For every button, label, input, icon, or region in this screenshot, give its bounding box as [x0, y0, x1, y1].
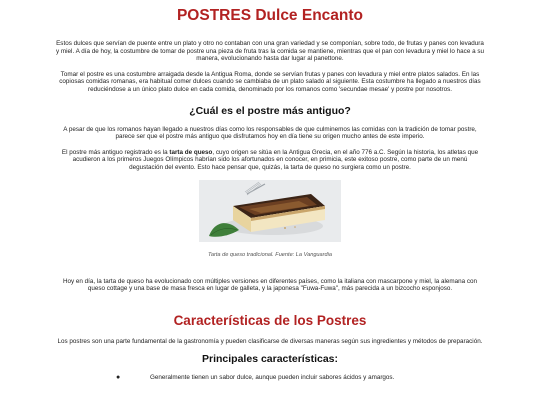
- cheesecake-illustration: [199, 180, 341, 242]
- oldest-dessert-heading: ¿Cuál es el postre más antiguo?: [189, 104, 351, 117]
- main-features-heading: Principales características:: [202, 353, 338, 366]
- bullet-icon: ●: [116, 374, 121, 382]
- intro-paragraph-1: Estos dulces que servían de puente entre un plato y otro no contaban con una gran variedad y se componían, sobre todo, de frutas y panes con levadura y miel. A día de hoy, la costumbre de tomar de postre una pieza de fruta tras la comida se mantiene, mientras que el pan con levadura y miel lo hace a su manera, evolucionando hasta dar lugar al panettone.: [56, 40, 484, 63]
- oldest-paragraph-2-end: , cuyo origen se sitúa en la Antigua Grecia, en el año 776 a.C. Según la historia, los atletas que acudieron a los primeros Juegos Olímpicos habrían sido los afortunados en conocer, en primicia, este exitoso postre, como parte de un menú degustación del evento. Esto hace pensar que, quizás, la tarta de queso no surgiera como un postre.: [72, 148, 479, 171]
- features-paragraph: Los postres son una parte fundamental de la gastronomía y pueden clasificarse de diversas maneras según sus ingredientes y métodos de preparación.: [57, 337, 483, 345]
- figure-caption: Tarta de queso tradicional. Fuente: La Vanguardia: [208, 251, 332, 258]
- oldest-paragraph-3: Hoy en día, la tarta de queso ha evolucionado con múltiples versiones en diferentes países, como la italiana con mascarpone y miel, la alemana con queso cottage y una base de masa fresca en lugar de galleta, y la japonesa "Fuwa-Fuwa", más parecida a un bizcocho esponjoso.: [62, 277, 478, 293]
- intro-paragraph-2: Tomar el postre es una costumbre arraigada desde la Antigua Roma, donde se servían frutas y panes con levadura y miel entre platos salados. En las copiosas comidas romanas, era habitual comer dulces cuando se cambiaba de un plato salado al siguiente. Esta costumbre ha llegado a nuestros días reduciéndose a un único plato dulce en cada comida, denominado por los romanos como 'secundae mesae' y postre por nosotros.: [59, 70, 481, 93]
- features-heading: Características de los Postres: [173, 312, 367, 328]
- page-title: POSTRES Dulce Encanto: [176, 7, 364, 24]
- oldest-paragraph-2: [55, 149, 485, 172]
- list-item: [0, 374, 540, 382]
- list-item-text: Generalmente tienen un sabor dulce, aunque pueden incluir sabores ácidos y amargos.: [150, 374, 395, 382]
- cheesecake-figure: [199, 180, 341, 258]
- cheesecake-photo: [199, 180, 341, 242]
- features-list: [0, 374, 540, 382]
- oldest-paragraph-1: A pesar de que los romanos hayan llegado a nuestros días como los responsables de que culminemos las comidas con la tradición de tomar postre, parece ser que el postre más antiguo que disfrutamos hoy en día tiene su origen mucho antes de este imperio.: [63, 125, 477, 141]
- cheesecake-bold-text: tarta de queso: [169, 148, 213, 156]
- oldest-paragraph-2-start: El postre más antiguo registrado es la: [61, 148, 170, 156]
